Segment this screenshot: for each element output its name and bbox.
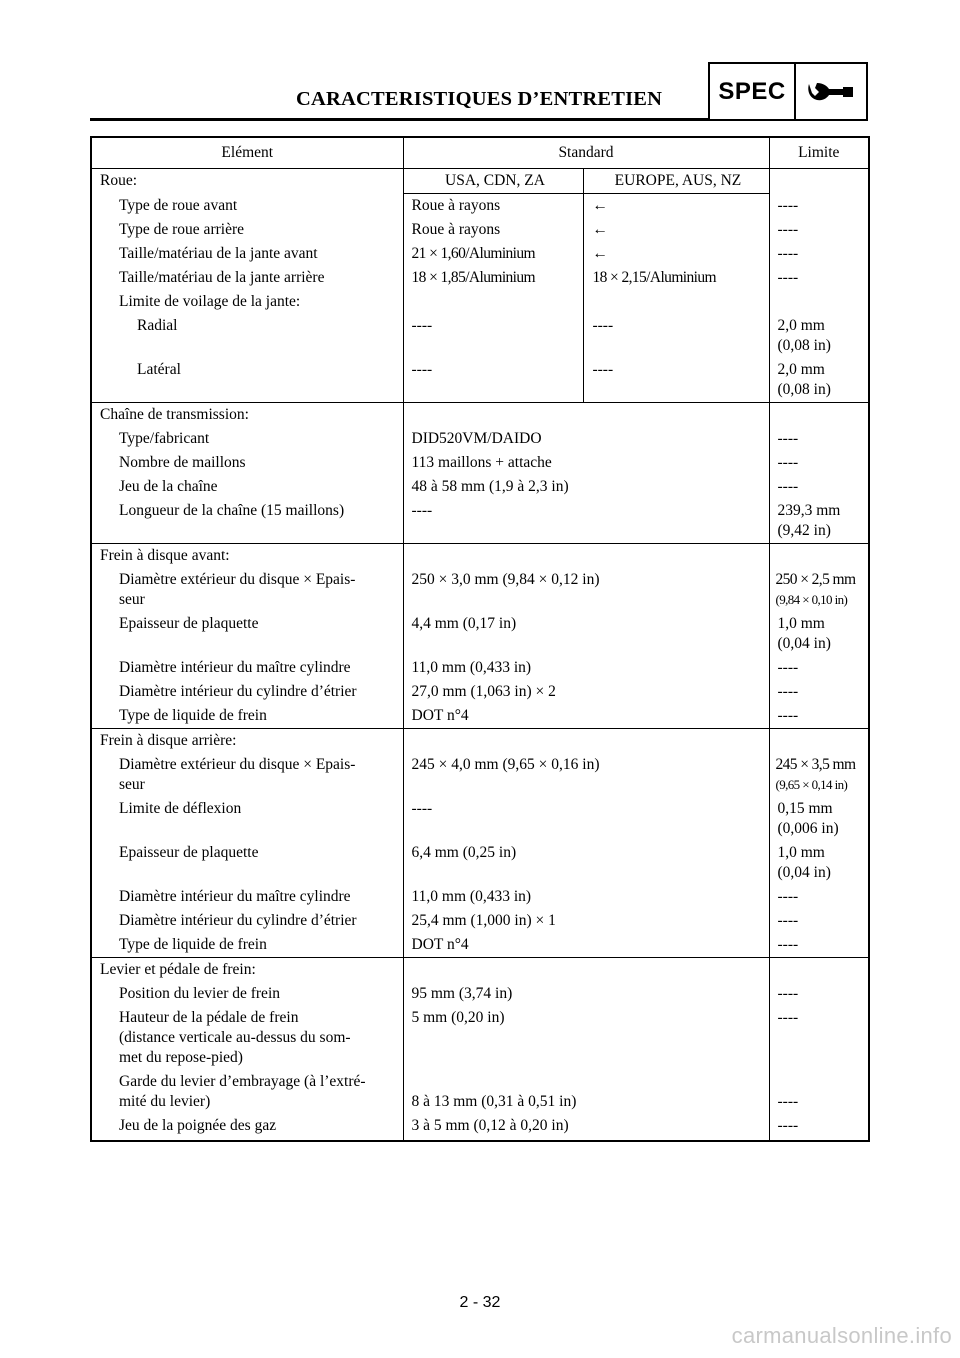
sub-col-europe: EUROPE, AUS, NZ xyxy=(584,169,769,194)
spec-badge xyxy=(708,62,868,121)
table-row xyxy=(91,218,869,242)
table-row xyxy=(91,314,869,358)
table-row xyxy=(91,266,869,290)
spec-table xyxy=(90,136,870,1142)
cell-limite: ---- xyxy=(769,909,869,933)
cell-limite: ---- xyxy=(769,194,869,219)
wrench-icon xyxy=(796,64,866,119)
cell-element: Nombre de maillons xyxy=(119,454,246,471)
watermark: carmanualsonline.info xyxy=(731,1323,952,1348)
section-heading: Levier et pédale de frein: xyxy=(91,958,403,983)
table-row xyxy=(91,568,869,612)
cell-element: Type/fabricant xyxy=(119,430,210,447)
table-row xyxy=(91,909,869,933)
cell-limite: ---- xyxy=(769,933,869,958)
table-row xyxy=(91,1114,869,1141)
cell-standard: DID520VM/DAIDO xyxy=(403,427,769,451)
title-rule xyxy=(90,118,708,121)
cell-element: Type de roue arrière xyxy=(119,221,244,238)
cell-limite: ---- xyxy=(769,475,869,499)
cell-limite: ---- xyxy=(769,266,869,290)
table-row xyxy=(91,544,869,569)
cell-element: Taille/matériau de la jante avant xyxy=(119,245,318,262)
table-row xyxy=(91,958,869,983)
table-row xyxy=(91,656,869,680)
cell-limite: 1,0 mm (0,04 in) xyxy=(769,612,869,656)
cell-limite: 1,0 mm (0,04 in) xyxy=(769,841,869,885)
cell-standard: 8 à 13 mm (0,31 à 0,51 in) xyxy=(403,1070,769,1114)
cell-element: Diamètre intérieur du maître cylindre xyxy=(119,888,351,905)
cell-limite: 250 × 2,5 mm (9,84 × 0,10 in) xyxy=(769,568,869,612)
cell-standard: 245 × 4,0 mm (9,65 × 0,16 in) xyxy=(403,753,769,797)
cell-usa: 18 × 1,85/Aluminium xyxy=(403,266,584,290)
cell-element: Diamètre intérieur du maître cylindre xyxy=(119,659,351,676)
cell-europe: 18 × 2,15/Aluminium xyxy=(584,266,769,290)
cell-standard: 113 maillons + attache xyxy=(403,451,769,475)
cell-standard: 11,0 mm (0,433 in) xyxy=(403,885,769,909)
cell-limite: ---- xyxy=(769,1006,869,1070)
cell-usa: Roue à rayons xyxy=(403,194,584,219)
cell-element: Diamètre intérieur du cylindre d’étrier xyxy=(119,683,357,700)
cell-element: Diamètre extérieur du disque × Epais- seur xyxy=(119,756,356,793)
cell-standard: 11,0 mm (0,433 in) xyxy=(403,656,769,680)
col-standard: Standard xyxy=(403,137,769,169)
cell-element: Longueur de la chaîne (15 maillons) xyxy=(119,502,345,519)
table-row xyxy=(91,1006,869,1070)
table-header-row xyxy=(91,137,869,169)
section-heading: Chaîne de transmission: xyxy=(91,403,403,428)
cell-limite: ---- xyxy=(769,704,869,729)
cell-standard: 5 mm (0,20 in) xyxy=(403,1006,769,1070)
cell-element: Epaisseur de plaquette xyxy=(119,844,259,861)
cell-standard: 25,4 mm (1,000 in) × 1 xyxy=(403,909,769,933)
table-row xyxy=(91,290,869,314)
cell-usa: 21 × 1,60/Aluminium xyxy=(403,242,584,266)
cell-element: Diamètre extérieur du disque × Epais- seur xyxy=(119,571,356,608)
cell-element: Diamètre intérieur du cylindre d’étrier xyxy=(119,912,357,929)
cell-element: Type de liquide de frein xyxy=(119,936,267,953)
cell-element: Taille/matériau de la jante arrière xyxy=(119,269,325,286)
table-row xyxy=(91,1070,869,1114)
table-row xyxy=(91,403,869,428)
cell-usa: ---- xyxy=(403,358,584,403)
cell-element: Limite de voilage de la jante: xyxy=(119,293,301,310)
cell-element: Garde du levier d’embrayage (à l’extré- mité du levier) xyxy=(119,1073,366,1110)
table-row xyxy=(91,499,869,544)
cell-usa: ---- xyxy=(403,314,584,358)
table-row xyxy=(91,885,869,909)
cell-limite: ---- xyxy=(769,885,869,909)
page-header xyxy=(90,62,868,122)
cell-limite: ---- xyxy=(769,218,869,242)
cell-europe: ← xyxy=(584,218,769,242)
cell-limite: 0,15 mm (0,006 in) xyxy=(769,797,869,841)
cell-standard: 6,4 mm (0,25 in) xyxy=(403,841,769,885)
cell-standard: 250 × 3,0 mm (9,84 × 0,12 in) xyxy=(403,568,769,612)
section-heading: Frein à disque avant: xyxy=(91,544,403,569)
cell-standard: ---- xyxy=(403,797,769,841)
table-row xyxy=(91,612,869,656)
cell-standard: DOT n°4 xyxy=(403,933,769,958)
table-row xyxy=(91,753,869,797)
page-title: CARACTERISTIQUES D’ENTRETIEN xyxy=(296,88,663,110)
cell-element: Position du levier de frein xyxy=(119,985,280,1002)
page-number: 2 - 32 xyxy=(459,1294,501,1311)
cell-standard: 95 mm (3,74 in) xyxy=(403,982,769,1006)
table-row xyxy=(91,169,869,194)
cell-limite: ---- xyxy=(769,1114,869,1141)
cell-standard: 27,0 mm (1,063 in) × 2 xyxy=(403,680,769,704)
cell-standard: ---- xyxy=(403,499,769,544)
cell-element: Jeu de la chaîne xyxy=(119,478,218,495)
table-row xyxy=(91,427,869,451)
table-row xyxy=(91,242,869,266)
table-row xyxy=(91,704,869,729)
cell-usa: Roue à rayons xyxy=(403,218,584,242)
cell-limite: ---- xyxy=(769,656,869,680)
cell-europe: ← xyxy=(584,242,769,266)
table-row xyxy=(91,797,869,841)
cell-element: Latéral xyxy=(137,361,181,378)
cell-element: Radial xyxy=(137,317,178,334)
cell-limite: ---- xyxy=(769,451,869,475)
cell-limite: 245 × 3,5 mm (9,65 × 0,14 in) xyxy=(769,753,869,797)
spec-label: SPEC xyxy=(710,64,796,119)
table-row xyxy=(91,194,869,219)
section-heading: Roue: xyxy=(100,172,138,189)
cell-limite: ---- xyxy=(769,427,869,451)
cell-element: Hauteur de la pédale de frein (distance verticale au-dessus du som- met du repose-pied) xyxy=(119,1009,351,1066)
cell-element: Type de roue avant xyxy=(119,196,238,214)
table-row xyxy=(91,358,869,403)
col-element: Elément xyxy=(91,137,403,169)
table-row xyxy=(91,451,869,475)
table-row xyxy=(91,933,869,958)
cell-element: Type de liquide de frein xyxy=(119,707,267,724)
table-row xyxy=(91,982,869,1006)
cell-element: Jeu de la poignée des gaz xyxy=(119,1117,277,1134)
cell-limite: 2,0 mm (0,08 in) xyxy=(769,314,869,358)
cell-limite: ---- xyxy=(769,1070,869,1114)
cell-element: Limite de déflexion xyxy=(119,800,242,817)
section-heading: Frein à disque arrière: xyxy=(91,729,403,754)
table-row xyxy=(91,841,869,885)
cell-europe: ← xyxy=(584,194,769,219)
table-row xyxy=(91,729,869,754)
cell-limite: ---- xyxy=(769,242,869,266)
cell-standard: DOT n°4 xyxy=(403,704,769,729)
cell-standard: 4,4 mm (0,17 in) xyxy=(403,612,769,656)
cell-europe: ---- xyxy=(584,358,769,403)
table-row xyxy=(91,475,869,499)
cell-element: Epaisseur de plaquette xyxy=(119,615,259,632)
cell-limite: ---- xyxy=(769,680,869,704)
cell-limite: ---- xyxy=(769,982,869,1006)
cell-standard: 48 à 58 mm (1,9 à 2,3 in) xyxy=(403,475,769,499)
table-row xyxy=(91,680,869,704)
cell-limite: 239,3 mm (9,42 in) xyxy=(769,499,869,544)
col-limite: Limite xyxy=(769,137,869,169)
cell-europe: ---- xyxy=(584,314,769,358)
sub-col-usa: USA, CDN, ZA xyxy=(403,169,584,194)
cell-standard: 3 à 5 mm (0,12 à 0,20 in) xyxy=(403,1114,769,1141)
cell-limite: 2,0 mm (0,08 in) xyxy=(769,358,869,403)
